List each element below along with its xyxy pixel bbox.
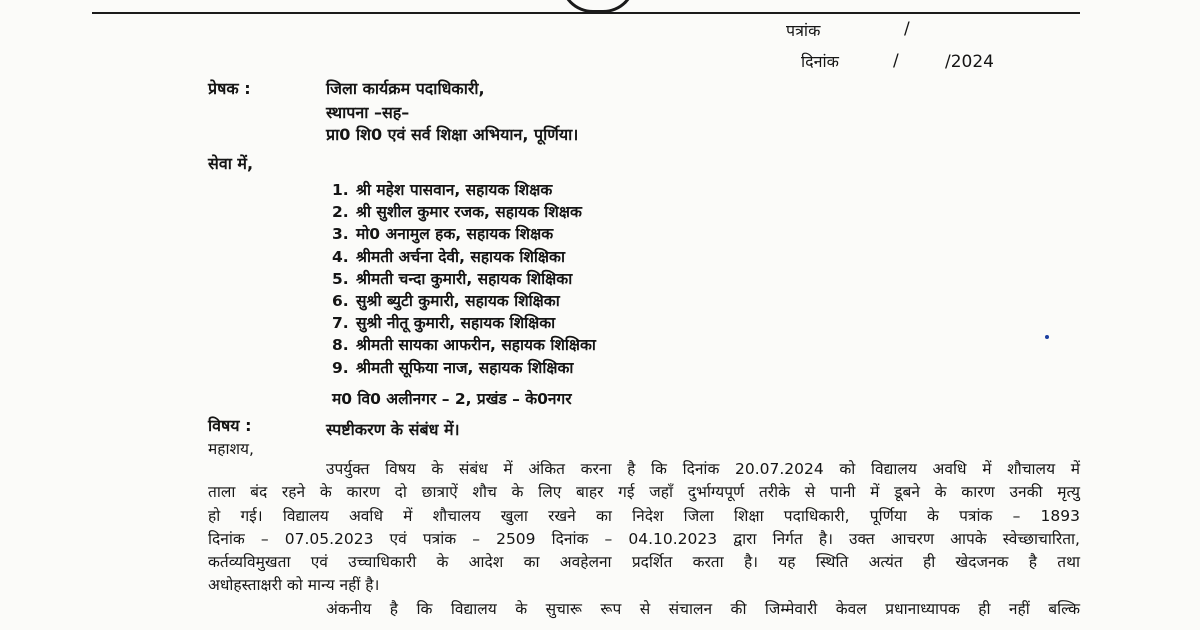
recipient-number: 8. xyxy=(332,336,349,355)
recipient-name: सुश्री नीतू कुमारी, सहायक शिक्षिका xyxy=(356,314,556,333)
dinank-year: /2024 xyxy=(945,52,994,72)
recipient-item xyxy=(332,200,596,222)
para1-line: अधोहस्ताक्षरी को मान्य नहीं है। xyxy=(208,576,380,595)
recipient-item xyxy=(332,356,596,378)
recipient-name: श्रीमती चन्दा कुमारी, सहायक शिक्षिका xyxy=(356,269,573,288)
body-paragraph-2 xyxy=(208,598,1080,621)
recipient-name: मो0 अनामुल हक, सहायक शिक्षक xyxy=(356,225,554,244)
dinank-separator: / xyxy=(893,51,899,71)
recipient-number: 7. xyxy=(332,314,349,333)
recipient-item xyxy=(332,245,596,267)
para1-line: दिनांक – 07.05.2023 एवं पत्रांक – 2509 दिनांक – 04.10.2023 द्वारा निर्गत है। उक्त आचरण आपके स्वेच्छाचारिता, xyxy=(208,529,1080,548)
ink-dot xyxy=(1045,335,1049,339)
recipients-label: सेवा में, xyxy=(208,154,254,173)
recipient-item xyxy=(332,222,596,244)
recipient-item xyxy=(332,311,596,333)
recipient-item xyxy=(332,333,596,355)
recipient-name: श्री सुशील कुमार रजक, सहायक शिक्षक xyxy=(356,203,582,222)
dinank-label: दिनांक xyxy=(801,52,839,71)
sender-line-2: स्थापना –सह– xyxy=(326,103,410,122)
para1-line: हो गई। विद्यालय अवधि में शौचालय खुला रखने का निदेश जिला शिक्षा पदाधिकारी, पूर्णिया के पत्रांक – 1893 xyxy=(208,506,1080,525)
school-line: म0 वि0 अलीनगर – 2, प्रखंड – के0नगर xyxy=(332,390,572,408)
patrank-separator: / xyxy=(904,19,910,39)
recipient-name: श्रीमती सूफिया नाज, सहायक शिक्षिका xyxy=(356,358,574,377)
subject-text: स्पष्टीकरण के संबंध में। xyxy=(326,420,460,439)
recipient-number: 2. xyxy=(332,203,349,222)
para1-line: कर्तव्यविमुखता एवं उच्चाधिकारी के आदेश का अवहेलना प्रदर्शित करता है। यह स्थिति अत्यंत ही खेदजनक है तथा xyxy=(208,553,1080,572)
para1-line: ताला बंद रहने के कारण दो छात्राऐं शौच के लिए बाहर गई जहाँ दुर्भाग्यपूर्ण तरीके से पानी में डूबने के कारण उनकी मृत्यु xyxy=(208,483,1080,502)
salutation: महाशय, xyxy=(208,440,254,458)
recipient-name: श्री महेश पासवान, सहायक शिक्षक xyxy=(356,181,553,199)
recipient-number: 9. xyxy=(332,358,349,377)
recipient-item xyxy=(332,178,596,200)
recipient-name: श्रीमती अर्चना देवी, सहायक शिक्षिका xyxy=(356,247,565,266)
header-rule xyxy=(92,12,1080,14)
recipient-number: 3. xyxy=(332,225,349,244)
recipient-name: सुश्री ब्युटी कुमारी, सहायक शिक्षिका xyxy=(356,291,560,310)
recipient-name: श्रीमती सायका आफरीन, सहायक शिक्षिका xyxy=(356,336,596,355)
body-paragraph-1 xyxy=(208,458,1080,598)
para2-line: अंकनीय है कि विद्यालय के सुचारू रूप से संचालन की जिम्मेवारी केवल प्रधानाध्यापक ही नहीं बल्कि xyxy=(326,600,1080,618)
recipient-number: 1. xyxy=(332,181,349,199)
recipient-number: 6. xyxy=(332,291,349,310)
subject-label: विषय : xyxy=(208,416,252,435)
sender-label: प्रेषक : xyxy=(208,79,251,98)
patrank-label: पत्रांक xyxy=(786,21,821,40)
sender-line-3: प्रा0 शि0 एवं सर्व शिक्षा अभियान, पूर्णिया। xyxy=(326,125,579,144)
recipient-item xyxy=(332,267,596,289)
recipient-item xyxy=(332,289,596,311)
recipient-list xyxy=(332,178,596,378)
sender-line-1: जिला कार्यक्रम पदाधिकारी, xyxy=(326,79,485,98)
recipient-number: 5. xyxy=(332,269,349,288)
recipient-number: 4. xyxy=(332,247,349,266)
para1-line: उपर्युक्त विषय के संबंध में अंकित करना है कि दिनांक 20.07.2024 को विद्यालय अवधि में शौचालय में xyxy=(326,460,1080,478)
